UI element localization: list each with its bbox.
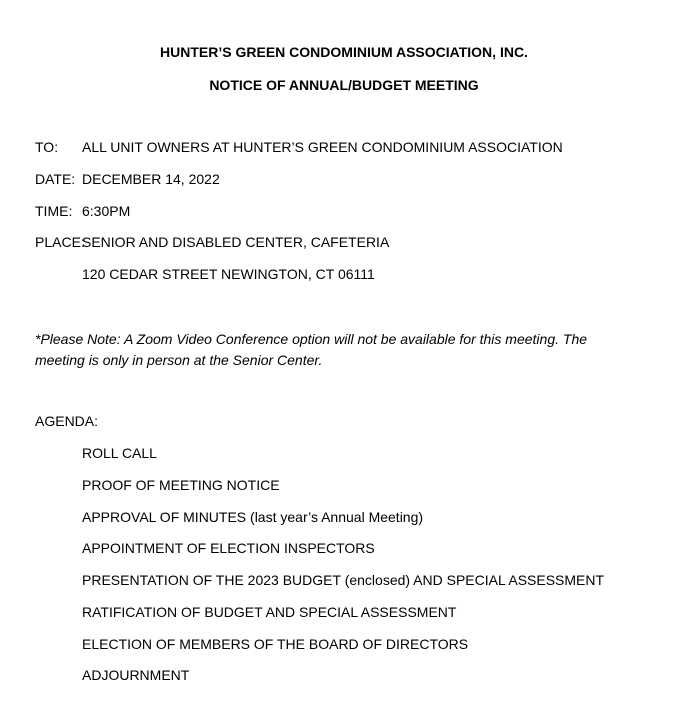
time-row [35,203,131,220]
agenda-item: PRESENTATION OF THE 2023 BUDGET (enclosed) AND SPECIAL ASSESSMENT [82,572,605,588]
place-label: PLACE: [35,234,85,250]
place-value: SENIOR AND DISABLED CENTER, CAFETERIA [82,234,390,250]
to-row [35,139,563,156]
agenda-item: ELECTION OF MEMBERS OF THE BOARD OF DIRECTORS [82,636,469,652]
agenda-item: ADJOURNMENT [82,667,190,683]
agenda-item: PROOF OF MEETING NOTICE [82,477,280,493]
agenda-heading: AGENDA: [35,413,99,429]
agenda-item: APPOINTMENT OF ELECTION INSPECTORS [82,540,375,556]
date-value: DECEMBER 14, 2022 [82,171,220,187]
notice-title: NOTICE OF ANNUAL/BUDGET MEETING [209,77,479,93]
agenda-item: APPROVAL OF MINUTES (last year’s Annual Meeting) [82,509,424,525]
zoom-note: *Please Note: A Zoom Video Conference option will not be available for this meeting. The meeting is only in person at the Senior Center. [35,331,588,368]
place-address: 120 CEDAR STREET NEWINGTON, CT 06111 [82,266,375,282]
to-value: ALL UNIT OWNERS AT HUNTER’S GREEN CONDOMINIUM ASSOCIATION [82,139,563,155]
date-label: DATE: [35,171,76,187]
association-title: HUNTER’S GREEN CONDOMINIUM ASSOCIATION, INC. [160,44,528,60]
to-label: TO: [35,139,59,155]
agenda-item: RATIFICATION OF BUDGET AND SPECIAL ASSESSMENT [82,604,457,620]
agenda-item: ROLL CALL [82,445,157,461]
place-row [35,234,390,251]
time-label: TIME: [35,203,73,219]
time-value: 6:30PM [82,203,131,219]
date-row [35,171,220,188]
